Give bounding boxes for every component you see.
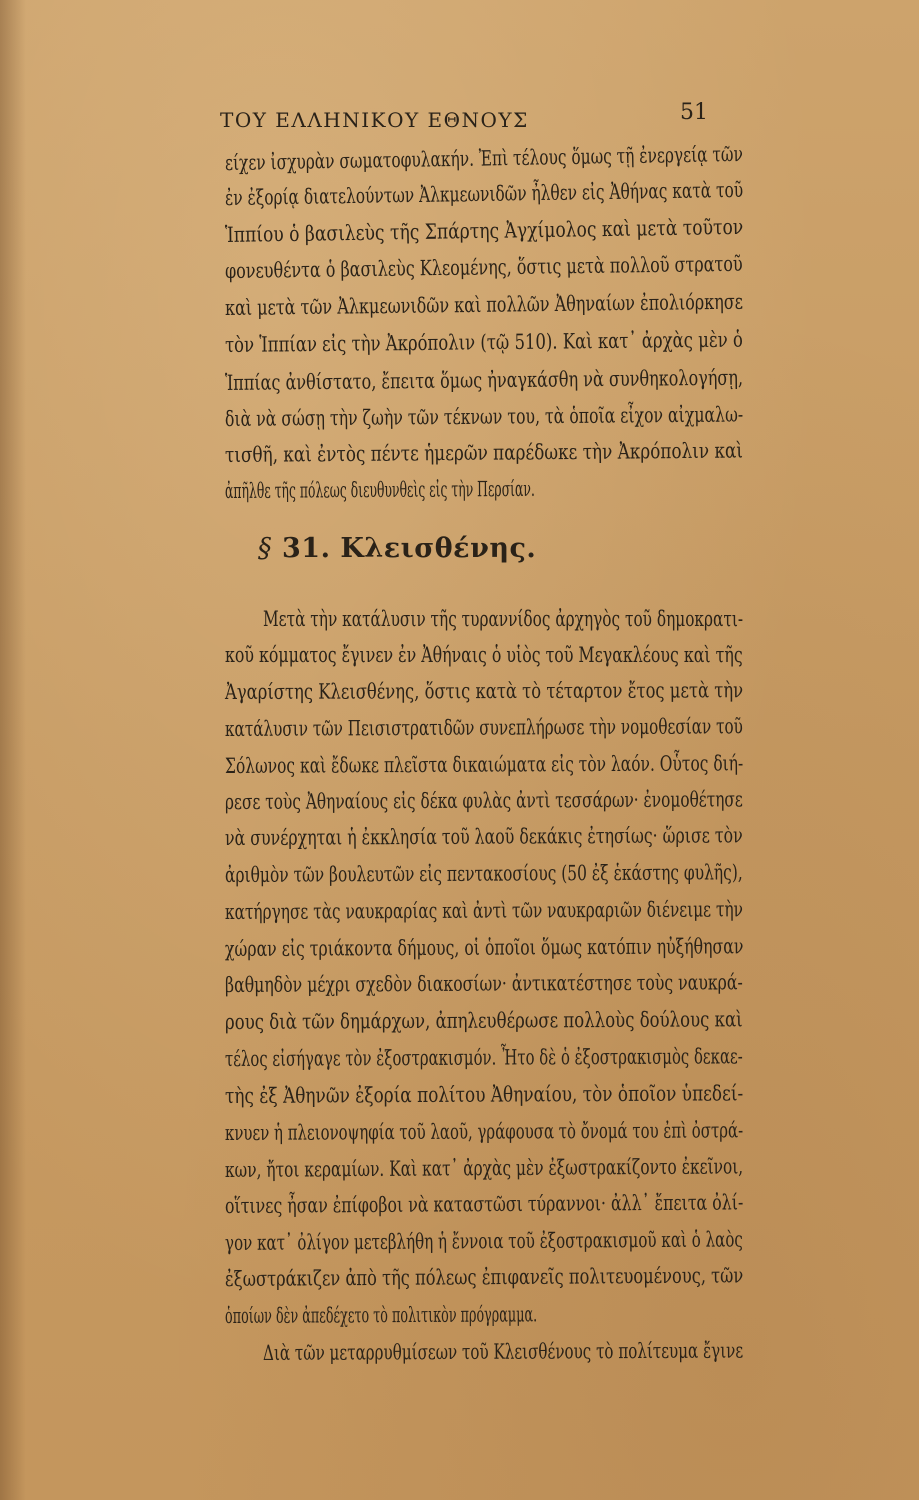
section-mark: §: [258, 533, 272, 564]
text-line: βαθμηδὸν μέχρι σχεδὸν διακοσίων· ἀντικατέστησε τοὺς ναυκρά-: [224, 970, 743, 997]
text-line: κνυεν ἡ πλειονοψηφία τοῦ λαοῦ, γράφουσα τὸ ὄνομά του ἐπὶ ὀστρά-: [224, 1118, 744, 1145]
text-line: χώραν εἰς τριάκοντα δήμους, οἱ ὁποῖοι ὅμως κατόπιν ηὐξήθησαν: [224, 934, 744, 961]
text-line: ὁποίων δὲν ἀπεδέχετο τὸ πολιτικὸν πρόγραμμα.: [224, 1302, 538, 1328]
text-line: οἵτινες ἦσαν ἐπίφοβοι νὰ καταστῶσι τύραννοι· ἀλλ᾽ ἔπειτα ὀλί-: [224, 1190, 744, 1218]
section-title: 31. Κλεισθένης.: [282, 533, 537, 564]
text-line: Σόλωνος καὶ ἔδωκε πλεῖστα δικαιώματα εἰς τὸν λαόν. Οὗτος διή-: [224, 751, 744, 778]
running-head: [0, 96, 919, 136]
text-line: τὸν Ἱππίαν εἰς τὴν Ἀκρόπολιν (τῷ 510). Καὶ κατ᾽ ἀρχὰς μὲν ὁ: [224, 327, 743, 357]
page-number: 51: [680, 100, 708, 125]
running-title: ΤΟΥ ΕΛΛΗΝΙΚΟΥ ΕΘΝΟΥΣ: [220, 108, 529, 132]
text-line: ἐν ἐξορίᾳ διατελούντων Ἀλκμεωνιδῶν ἦλθεν εἰς Ἀθήνας κατὰ τοῦ: [224, 177, 744, 210]
text-line: καὶ μετὰ τῶν Ἀλκμεωνιδῶν καὶ πολλῶν Ἀθηναίων ἐπολιόρκησε: [224, 289, 744, 320]
text-line: φονευθέντα ὁ βασιλεὺς Κλεομένης, ὅστις μετὰ πολλοῦ στρατοῦ: [224, 251, 743, 283]
text-line: κατήργησε τὰς ναυκραρίας καὶ ἀντὶ τῶν ναυκραριῶν διένειμε τὴν: [224, 897, 743, 924]
text-line: ἐξωστράκιζεν ἀπὸ τῆς πόλεως ἐπιφανεῖς πολιτευομένους, τῶν: [224, 1263, 744, 1291]
text-line: Ἱππίας ἀνθίστατο, ἔπειτα ὅμως ἠναγκάσθη νὰ συνθηκολογήσῃ,: [224, 365, 744, 395]
text-line: τὴς ἐξ Ἀθηνῶν ἐξορία πολίτου Ἀθηναίου, τὸν ὁποῖον ὑπεδεί-: [224, 1081, 744, 1108]
page-gutter-shadow: [0, 0, 26, 1500]
text-line: τισθῆ, καὶ ἐντὸς πέντε ἡμερῶν παρέδωκε τὴν Ἀκρόπολιν καὶ: [224, 438, 744, 467]
text-line: διὰ νὰ σώσῃ τὴν ζωὴν τῶν τέκνων του, τὰ ὁποῖα εἶχον αἰχμαλω-: [224, 402, 744, 431]
text-line: γον κατ᾽ ὀλίγον μετεβλήθη ἡ ἔννοια τοῦ ἐξοστρακισμοῦ καὶ ὁ λαὸς: [224, 1227, 743, 1255]
text-line: ἀριθμὸν τῶν βουλευτῶν εἰς πεντακοσίους (50 ἐξ ἑκάστης φυλῆς),: [224, 860, 743, 887]
text-line: Ἱππίου ὁ βασιλεὺς τῆς Σπάρτης Ἀγχίμολος καὶ μετὰ τοῦτον: [224, 214, 744, 247]
text-line: κοῦ κόμματος ἔγινεν ἐν Ἀθήναις ὁ υἱὸς τοῦ Μεγακλέους καὶ τῆς: [225, 643, 743, 667]
text-line: κων, ἤτοι κεραμίων. Καὶ κατ᾽ ἀρχὰς μὲν ἐξωστρακίζοντο ἐκεῖνοι,: [224, 1154, 744, 1182]
text-line: τέλος εἰσήγαγε τὸν ἐξοστρακισμόν. Ἦτο δὲ ὁ ἐξοστρακισμὸς δεκαε-: [224, 1044, 743, 1071]
text-line: ρους διὰ τῶν δημάρχων, ἀπηλευθέρωσε πολλοὺς δούλους καὶ: [224, 1007, 743, 1034]
text-line: είχεν ἰσχυρὰν σωματοφυλακήν. Ἐπὶ τέλους ὅμως τῇ ἐνεργείᾳ τῶν: [224, 141, 744, 175]
text-line: κατάλυσιν τῶν Πεισιστρατιδῶν συνεπλήρωσε τὴν νομοθεσίαν τοῦ: [224, 714, 743, 741]
text-line: Διὰ τῶν μεταρρυθμίσεων τοῦ Κλεισθένους τὸ πολίτευμα ἔγινε: [262, 1338, 744, 1365]
text-line: ρεσε τοὺς Ἀθηναίους εἰς δέκα φυλὰς ἀντὶ τεσσάρων· ἐνομοθέτησε: [224, 787, 743, 814]
text-line: νὰ συνέρχηται ἡ ἐκκλησία τοῦ λαοῦ δεκάκις ἐτησίως· ὥρισε τὸν: [224, 823, 743, 850]
text-line: Ἀγαρίστης Κλεισθένης, ὅστις κατὰ τὸ τέταρτον ἔτος μετὰ τὴν: [224, 678, 744, 704]
text-line: ἀπῆλθε τῆς πόλεως διευθυνθεὶς εἰς τὴν Περσίαν.: [224, 476, 535, 503]
section-heading: [258, 533, 536, 564]
text-line: Μετὰ τὴν κατάλυσιν τῆς τυραννίδος ἀρχηγὸς τοῦ δημοκρατι-: [263, 607, 744, 631]
